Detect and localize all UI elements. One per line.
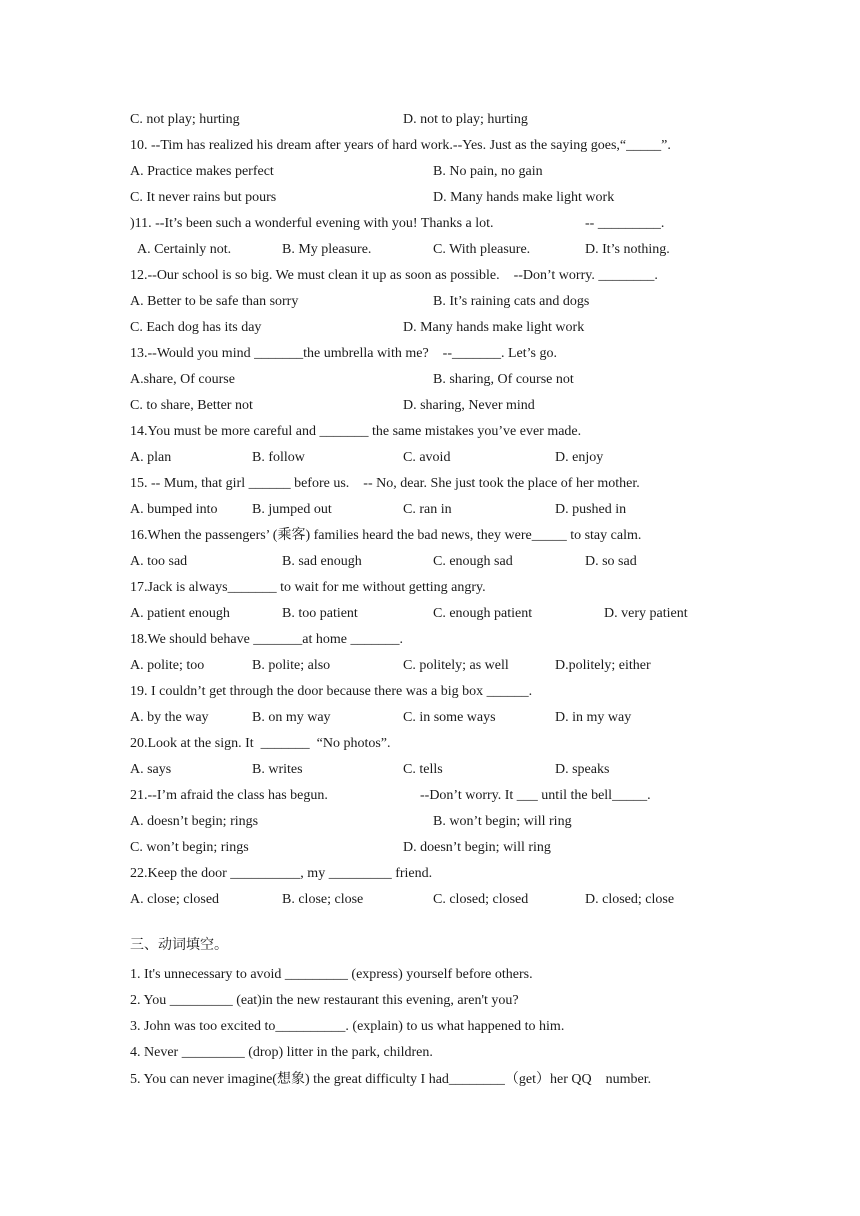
option-b: B. sharing, Of course not <box>433 372 574 387</box>
option-a: A. doesn’t begin; rings <box>130 814 259 829</box>
option-line <box>0 707 860 729</box>
option-line <box>0 551 860 573</box>
verb-item-1 <box>0 964 860 986</box>
option-line <box>0 759 860 781</box>
option-b: B. It’s raining cats and dogs <box>433 294 590 309</box>
option-line <box>0 603 860 625</box>
option-c: C. avoid <box>403 450 451 465</box>
question-10 <box>0 135 860 157</box>
option-b: B. on my way <box>252 710 331 725</box>
question-13 <box>0 343 860 365</box>
option-d: D. It’s nothing. <box>585 242 670 257</box>
option-b: B. sad enough <box>282 554 362 569</box>
option-a: A. Better to be safe than sorry <box>130 294 299 309</box>
option-line <box>0 317 860 339</box>
option-d: D. enjoy <box>555 450 604 465</box>
section-title: 三、动词填空。 <box>130 937 228 953</box>
option-c: C. enough patient <box>433 606 533 621</box>
option-d: D. very patient <box>604 606 688 621</box>
option-a: A. Certainly not. <box>137 242 232 257</box>
item-text: 2. You _________ (eat)in the new restaurant this evening, aren't you? <box>130 993 519 1008</box>
question-text: 17.Jack is always_______ to wait for me without getting angry. <box>130 580 486 595</box>
item-text: 1. It's unnecessary to avoid _________ (express) yourself before others. <box>130 967 533 982</box>
option-d: D. Many hands make light work <box>403 320 585 335</box>
option-d: D. Many hands make light work <box>433 190 615 205</box>
option-c: C. tells <box>403 762 443 777</box>
option-a: A. too sad <box>130 554 188 569</box>
item-text: 5. You can never imagine(想象) the great difficulty I had________（get）her QQ number. <box>130 1072 652 1087</box>
verb-item-5 <box>0 1069 860 1091</box>
option-a: A. bumped into <box>130 502 218 517</box>
option-c: C. It never rains but pours <box>130 190 277 205</box>
option-a: A. patient enough <box>130 606 230 621</box>
question-text: 15. -- Mum, that girl ______ before us. -- No, dear. She just took the place of her mother. <box>130 476 640 491</box>
option-line <box>0 499 860 521</box>
question-12 <box>0 265 860 287</box>
question-text: 21.--I’m afraid the class has begun. <box>130 788 328 803</box>
option-line <box>0 447 860 469</box>
question-text: 19. I couldn’t get through the door because there was a big box ______. <box>130 684 533 699</box>
option-d: D. in my way <box>555 710 632 725</box>
question-11 <box>0 213 860 235</box>
question-19 <box>0 681 860 703</box>
option-d: D. speaks <box>555 762 610 777</box>
question-17 <box>0 577 860 599</box>
verb-item-4 <box>0 1042 860 1064</box>
option-line <box>0 187 860 209</box>
question-text: 20.Look at the sign. It _______ “No photos”. <box>130 736 391 751</box>
option-b: B. close; close <box>282 892 364 907</box>
option-line <box>0 109 860 131</box>
option-b: B. No pain, no gain <box>433 164 543 179</box>
option-c: C. won’t begin; rings <box>130 840 249 855</box>
question-text: 22.Keep the door __________, my _________ friend. <box>130 866 433 881</box>
option-a: A. plan <box>130 450 172 465</box>
question-16 <box>0 525 860 547</box>
question-reply: --Don’t worry. It ___ until the bell_____. <box>420 788 651 803</box>
option-a: A. Practice makes perfect <box>130 164 274 179</box>
option-line <box>0 889 860 911</box>
option-a: A. by the way <box>130 710 209 725</box>
question-text: 10. --Tim has realized his dream after years of hard work.--Yes. Just as the saying goes,“_____”. <box>130 138 671 153</box>
section-heading <box>0 934 860 956</box>
option-line <box>0 395 860 417</box>
option-c: C. politely; as well <box>403 658 509 673</box>
question-text: )11. --It’s been such a wonderful evening with you! Thanks a lot. <box>130 216 494 231</box>
option-c: C. Each dog has its day <box>130 320 262 335</box>
option-a: A.share, Of course <box>130 372 235 387</box>
question-text: 12.--Our school is so big. We must clean it up as soon as possible. --Don’t worry. ________. <box>130 268 658 283</box>
option-d: D. sharing, Never mind <box>403 398 535 413</box>
option-b: B. My pleasure. <box>282 242 372 257</box>
option-line <box>0 811 860 833</box>
option-a: A. close; closed <box>130 892 220 907</box>
question-18 <box>0 629 860 651</box>
question-text: 18.We should behave _______at home _______. <box>130 632 403 647</box>
option-line <box>0 291 860 313</box>
option-c: C. With pleasure. <box>433 242 531 257</box>
answer-blank: -- _________. <box>585 216 665 231</box>
option-b: B. too patient <box>282 606 358 621</box>
option-b: B. follow <box>252 450 305 465</box>
option-d: D. doesn’t begin; will ring <box>403 840 551 855</box>
option-b: B. won’t begin; will ring <box>433 814 572 829</box>
option-b: B. jumped out <box>252 502 332 517</box>
option-b: B. writes <box>252 762 303 777</box>
option-c: C. not play; hurting <box>130 112 240 127</box>
option-d: D.politely; either <box>555 658 651 673</box>
option-line <box>0 369 860 391</box>
option-a: A. polite; too <box>130 658 205 673</box>
option-line <box>0 161 860 183</box>
option-c: C. ran in <box>403 502 452 517</box>
option-a: A. says <box>130 762 172 777</box>
question-text: 13.--Would you mind _______the umbrella with me? --_______. Let’s go. <box>130 346 557 361</box>
option-d: D. closed; close <box>585 892 675 907</box>
option-d: D. pushed in <box>555 502 627 517</box>
question-text: 14.You must be more careful and _______ the same mistakes you’ve ever made. <box>130 424 582 439</box>
option-c: C. enough sad <box>433 554 513 569</box>
option-d: D. not to play; hurting <box>403 112 528 127</box>
item-text: 4. Never _________ (drop) litter in the park, children. <box>130 1045 433 1060</box>
question-21 <box>0 785 860 807</box>
item-text: 3. John was too excited to__________. (explain) to us what happened to him. <box>130 1019 565 1034</box>
option-line <box>0 655 860 677</box>
question-15 <box>0 473 860 495</box>
option-line <box>0 837 860 859</box>
option-c: C. in some ways <box>403 710 496 725</box>
verb-item-3 <box>0 1016 860 1038</box>
question-20 <box>0 733 860 755</box>
question-text: 16.When the passengers’ (乘客) families heard the bad news, they were_____ to stay calm. <box>130 528 642 543</box>
option-c: C. closed; closed <box>433 892 529 907</box>
question-22 <box>0 863 860 885</box>
verb-item-2 <box>0 990 860 1012</box>
option-c: C. to share, Better not <box>130 398 253 413</box>
option-b: B. polite; also <box>252 658 331 673</box>
question-14 <box>0 421 860 443</box>
option-d: D. so sad <box>585 554 637 569</box>
option-line <box>0 239 860 261</box>
